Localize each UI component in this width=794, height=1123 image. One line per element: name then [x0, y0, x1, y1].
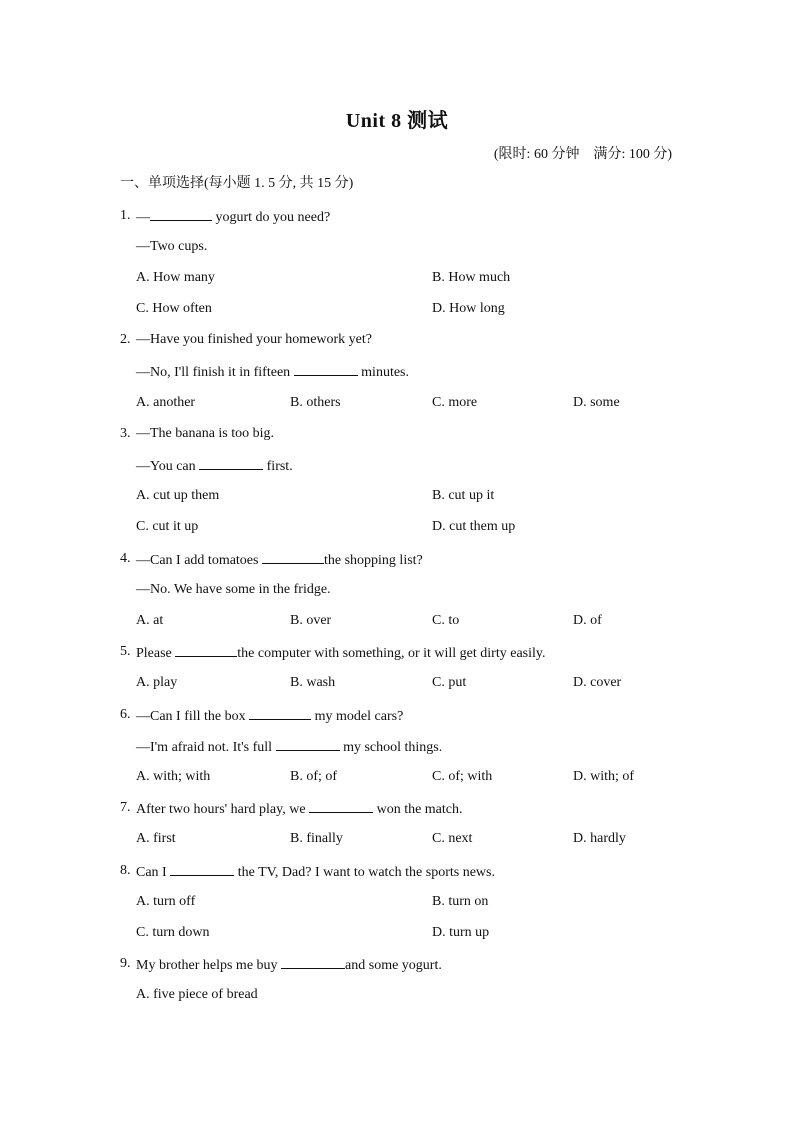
answer-blank[interactable] — [276, 736, 340, 751]
option-b[interactable]: B. others — [290, 395, 341, 410]
question-7 — [0, 798, 794, 818]
question-text-start: —Can I add tomatoes — [136, 553, 262, 568]
option-b[interactable]: B. wash — [290, 675, 336, 690]
option-a[interactable]: A. cut up them — [136, 488, 220, 503]
question-1-options-row1 — [0, 268, 794, 288]
question-5-options — [0, 673, 794, 693]
question-text-start: Can I — [136, 865, 171, 880]
question-text-end: the shopping list? — [323, 553, 423, 568]
answer-blank[interactable] — [294, 361, 358, 376]
question-text-end: yogurt do you need? — [212, 210, 331, 225]
response-text — [136, 361, 409, 383]
question-number: 3. — [120, 426, 131, 441]
answer-blank[interactable] — [199, 455, 263, 470]
section-heading-row — [0, 174, 794, 194]
option-d[interactable]: D. turn up — [432, 925, 490, 940]
option-d[interactable]: D. with; of — [573, 769, 635, 784]
option-c[interactable]: C. next — [432, 831, 473, 846]
question-3-response — [0, 455, 794, 475]
question-6-response — [0, 736, 794, 756]
question-text-end: the computer with something, or it will get dirty easily. — [237, 646, 546, 661]
option-d[interactable]: D. How long — [432, 301, 505, 316]
answer-blank[interactable] — [281, 954, 345, 969]
option-a[interactable]: A. five piece of bread — [136, 987, 258, 1002]
question-number: 7. — [120, 800, 131, 815]
option-a[interactable]: A. How many — [136, 270, 215, 285]
option-d[interactable]: D. of — [573, 613, 602, 628]
section-heading: 一、单项选择(每小题 1. 5 分, 共 15 分) — [120, 176, 354, 191]
option-a[interactable]: A. play — [136, 675, 178, 690]
option-c[interactable]: C. turn down — [136, 925, 210, 940]
response-text-end: my school things. — [339, 740, 443, 755]
question-text — [136, 642, 545, 664]
question-text-start: After two hours' hard play, we — [136, 802, 310, 817]
question-text-start: Please — [136, 646, 176, 661]
question-9-options — [0, 985, 794, 1005]
question-text: —Have you finished your homework yet? — [136, 332, 372, 347]
answer-blank[interactable] — [249, 705, 311, 720]
option-d[interactable]: D. cut them up — [432, 519, 516, 534]
option-c[interactable]: C. more — [432, 395, 478, 410]
option-b[interactable]: B. of; of — [290, 769, 338, 784]
response-text-end: first. — [263, 459, 293, 474]
question-text-end: won the match. — [373, 802, 463, 817]
question-number: 2. — [120, 332, 131, 347]
question-text-end: and some yogurt. — [345, 958, 442, 973]
option-b[interactable]: B. cut up it — [432, 488, 495, 503]
response-text: —No. We have some in the fridge. — [136, 582, 331, 597]
question-2 — [0, 330, 794, 350]
question-6 — [0, 705, 794, 725]
question-text: —The banana is too big. — [136, 426, 275, 441]
question-1-options-row2 — [0, 299, 794, 319]
question-text — [136, 549, 423, 571]
response-text-start: —No, I'll finish it in fifteen — [136, 365, 294, 380]
option-c[interactable]: C. How often — [136, 301, 212, 316]
question-7-options — [0, 829, 794, 849]
response-text — [136, 455, 293, 477]
question-text — [136, 861, 495, 883]
answer-blank[interactable] — [150, 206, 212, 221]
option-b[interactable]: B. turn on — [432, 894, 489, 909]
answer-blank[interactable] — [309, 798, 373, 813]
question-text-end: my model cars? — [311, 709, 404, 724]
response-text: —Two cups. — [136, 239, 208, 254]
response-text-start: —You can — [136, 459, 200, 474]
question-8 — [0, 861, 794, 881]
question-6-options — [0, 767, 794, 787]
response-text-end: minutes. — [357, 365, 410, 380]
response-text — [136, 736, 442, 758]
question-text — [136, 705, 403, 727]
question-9 — [0, 954, 794, 974]
question-2-options — [0, 393, 794, 413]
option-c[interactable]: C. put — [432, 675, 467, 690]
question-text-start: —Can I fill the box — [136, 709, 250, 724]
question-3 — [0, 424, 794, 444]
question-number: 1. — [120, 208, 131, 223]
option-b[interactable]: B. over — [290, 613, 332, 628]
option-c[interactable]: C. to — [432, 613, 460, 628]
question-1-response — [0, 237, 794, 257]
option-a[interactable]: A. first — [136, 831, 176, 846]
option-d[interactable]: D. some — [573, 395, 620, 410]
question-1 — [0, 206, 794, 226]
question-text — [136, 798, 463, 820]
question-3-options-row1 — [0, 486, 794, 506]
answer-blank[interactable] — [175, 642, 237, 657]
question-8-options-row1 — [0, 892, 794, 912]
answer-blank[interactable] — [262, 549, 324, 564]
question-number: 8. — [120, 863, 131, 878]
option-a[interactable]: A. with; with — [136, 769, 211, 784]
option-b[interactable]: B. finally — [290, 831, 343, 846]
question-2-response — [0, 361, 794, 381]
question-4-options — [0, 611, 794, 631]
question-text — [136, 954, 442, 976]
question-8-options-row2 — [0, 923, 794, 943]
option-a[interactable]: A. turn off — [136, 894, 196, 909]
question-text-end: the TV, Dad? I want to watch the sports news. — [234, 865, 495, 880]
option-a[interactable]: A. another — [136, 395, 196, 410]
question-text — [136, 206, 330, 228]
answer-blank[interactable] — [170, 861, 234, 876]
question-3-options-row2 — [0, 517, 794, 537]
option-d[interactable]: D. cover — [573, 675, 622, 690]
question-text-start: — — [136, 210, 150, 225]
response-text-start: —I'm afraid not. It's full — [136, 740, 276, 755]
option-b[interactable]: B. How much — [432, 270, 511, 285]
page-title: Unit 8 测试 — [345, 110, 449, 132]
question-number: 9. — [120, 956, 131, 971]
option-a[interactable]: A. at — [136, 613, 164, 628]
option-d[interactable]: D. hardly — [573, 831, 626, 846]
option-c[interactable]: C. cut it up — [136, 519, 199, 534]
question-5 — [0, 642, 794, 662]
option-c[interactable]: C. of; with — [432, 769, 493, 784]
time-score-limit: (限时: 60 分钟 满分: 100 分) — [493, 147, 672, 162]
question-text-start: My brother helps me buy — [136, 958, 282, 973]
question-4-response — [0, 580, 794, 600]
question-number: 4. — [120, 551, 131, 566]
question-number: 6. — [120, 707, 131, 722]
question-number: 5. — [120, 644, 131, 659]
question-4 — [0, 549, 794, 569]
